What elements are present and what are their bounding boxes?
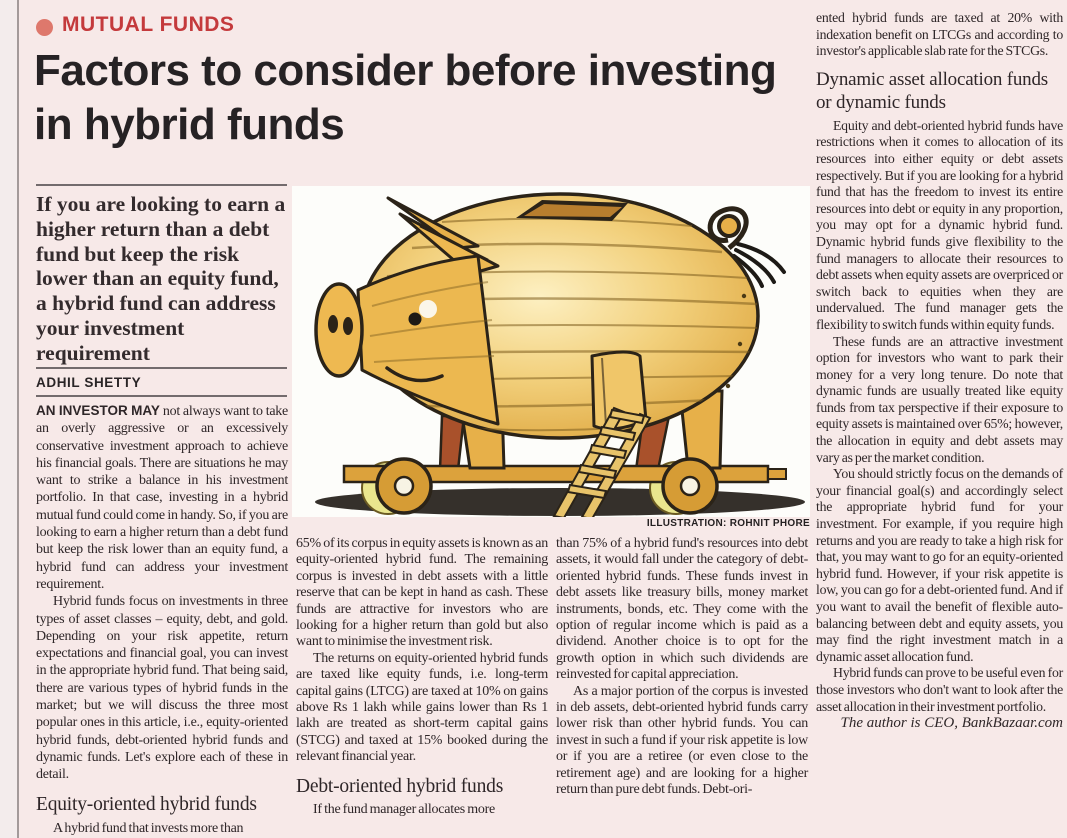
- article-paragraph: Hybrid funds focus on investments in three types of asset classes – equity, debt, and gold. Depending on your risk appetite, return expectations and financial goal, you can invest in the appropriate hybrid fund. That being said, there are various types of hybrid funds in the market; but we will discuss the three most popular ones in this article, i.e., equity-oriented hybrid funds, debt-oriented hybrid funds and dynamic funds. Let's explore each of these in detail.: [36, 594, 288, 783]
- paragraph-text: not always want to take an overly aggressive or an excessively conservative investment approach to achieve his financial goals. There are situations he may want to strike a balance in his investment portfolio. In that case, investing in a hybrid mutual fund could come in handy. So, if you are looking to earn a higher return than a debt fund but keep the risk lower than an equity fund, a hybrid fund can address your investment requirement.: [36, 404, 289, 592]
- article-paragraph: These funds are an attractive investment option for investors who want to park their money for a very long tenure. Do note that dynamic funds are usually treated like equity funds from tax perspective if their exposure to equity assets is maintained over 65%; however, the allocation in equity and debt assets may vary as per the market condition.: [816, 333, 1063, 465]
- illustration-panel: [292, 186, 810, 517]
- article-paragraph: As a major portion of the corpus is invested in deb assets, debt-oriented hybrid funds carry lower risk than other hybrid funds. You can invest in such a fund if your risk appetite is low or if you are a retiree (or even close to the retirement age) and are looking for a higher return than pure debt funds. Debt-ori-: [556, 683, 808, 798]
- article-paragraph: than 75% of a hybrid fund's resources into debt assets, it would fall under the category of debt-oriented hybrid funds. These funds invest in debt assets like treasury bills, money market instruments, bonds, etc. They come with the option of regular income which is paid as a dividend. Another choice is to opt for the growth option in which such dividends are reinvested for capital appreciation.: [556, 536, 808, 683]
- piggy-bank-illustration: [292, 186, 810, 517]
- article-paragraph: Equity and debt-oriented hybrid funds have restrictions when it comes to allocation of its resources into either equity or debt assets respectively. But if you are looking for a hybrid fund that has the freedom to invest its entire resources into debt or equity in any proportion, you may opt for a dynamic hybrid fund. Dynamic hybrid funds give flexibility to the fund managers to allocate their resources to debt assets when equity assets are overpriced or switch back to equities when they are undervalued. The fund manager gets the flexibility to switch funds within equity funds.: [816, 117, 1063, 332]
- section-kicker: MUTUAL FUNDS: [62, 13, 235, 36]
- byline: ADHIL SHETTY: [36, 367, 287, 397]
- article-column-1: [36, 402, 288, 838]
- section-subhead: Equity-oriented hybrid funds: [36, 793, 257, 815]
- page-edge-rule: [0, 0, 19, 838]
- section-subhead: Dynamic asset allocation funds or dynamic funds: [816, 68, 1048, 113]
- article-paragraph: Hybrid funds can prove to be useful even for those investors who don't want to look after the asset allocation in their investment portfolio.: [816, 665, 1063, 714]
- article-paragraph: ented hybrid funds are taxed at 20% with indexation benefit on LTCGs and according to investor's applicable slab rate for the STCGs.: [816, 10, 1063, 59]
- section-subhead: Debt-oriented hybrid funds: [296, 775, 504, 797]
- article-paragraph: [36, 402, 288, 593]
- article-column-2: [296, 536, 548, 838]
- article-column-4: [816, 10, 1063, 838]
- page-title: Factors to consider before investing in hybrid funds: [34, 46, 777, 149]
- article-paragraph: The returns on equity-oriented hybrid funds are taxed like equity funds, i.e. long-term capital gains (LTCG) are taxed at 10% on gains above Rs 1 lakh while gains lower than Rs 1 lakh are treated as short-term capital gains (STCG) and taxed at 15% booked during the relevant financial year.: [296, 650, 548, 765]
- article-column-3: [556, 536, 808, 838]
- article-paragraph: A hybrid fund that invests more than: [53, 820, 244, 836]
- article-paragraph: You should strictly focus on the demands of your financial goal(s) and accordingly select the appropriate hybrid fund for your investment. For example, if you require high returns and you are ready to take a high risk for that, you may want to go for an equity-oriented hybrid fund. However, if your risk appetite is low, you can go for a debt-oriented fund. And if you want to avail the benefit of flexible auto-balancing between debt and equity assets, you may find the right investment match in a dynamic asset allocation fund.: [816, 466, 1063, 664]
- kicker-dot-icon: [36, 19, 53, 36]
- article-paragraph: If the fund manager allocates more: [313, 801, 496, 817]
- article-paragraph: 65% of its corpus in equity assets is known as an equity-oriented hybrid fund. The remaining corpus is invested in debt assets with a little reserve that can be kept in hand as cash. These funds are attractive for investors who are looking for a higher return than gold but also want to minimise the investment risk.: [296, 536, 548, 650]
- lead-in: AN INVESTOR MAY: [36, 403, 160, 418]
- author-note: The author is CEO, BankBazaar.com: [840, 715, 1063, 732]
- illustration-credit: ILLUSTRATION: ROHNIT PHORE: [646, 518, 810, 529]
- standfirst: If you are looking to earn a higher return than a debt fund but keep the risk lower than an equity fund, a hybrid fund can address your investment requirement: [36, 184, 287, 366]
